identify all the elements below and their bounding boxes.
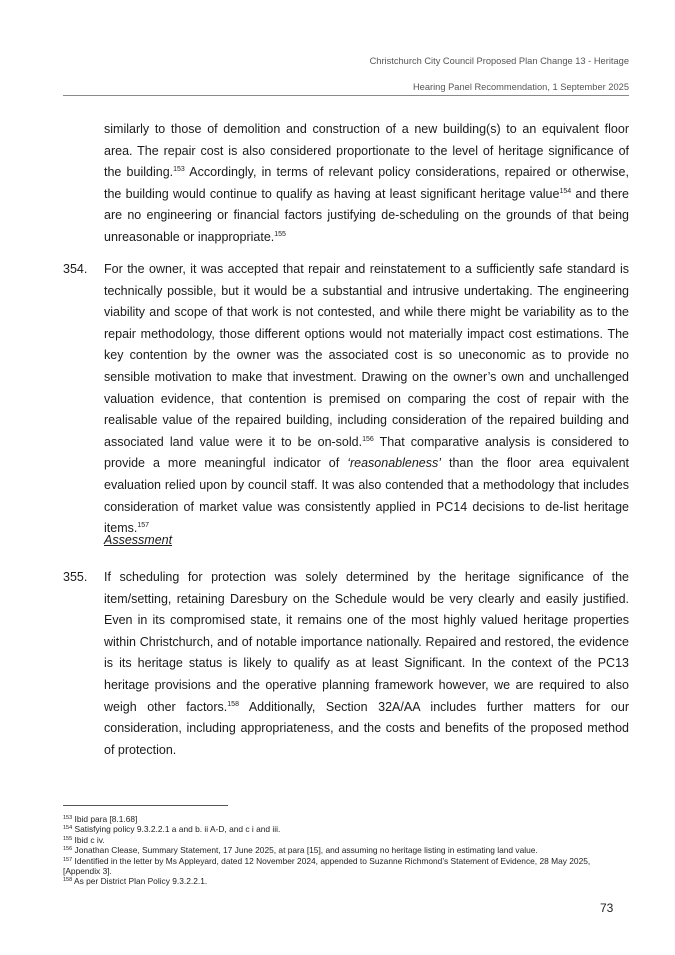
header-title: Christchurch City Council Proposed Plan Change 13 - Heritage (369, 56, 629, 66)
text: than the floor area equivalent evaluation relied upon by council staff. It was also contended that a methodology that includes consideration of market value was consistently applied in PC14 decisions to de-list heritage items. (104, 456, 629, 536)
page-number: 73 (600, 901, 614, 915)
header-subtitle: Hearing Panel Recommendation, 1 September 2025 (412, 82, 629, 92)
text: For the owner, it was accepted that repair and reinstatement to a sufficiently safe standard is technically possible, but it would be a substantial and intrusive undertaking. The engineering viability and scope of that work is not contested, and while there might be variability as to the repair methodology, those different options would not materially impact cost estimations. The key contention by the owner was the associated cost is so uneconomic as to provide no sensible motivation to make that investment. Drawing on the owner’s own and unchallenged valuation evidence, that contention is premised on comparing the cost of repair with the realisable value of the repaired building, including consideration of the repaired building and associated land value were it to be on-sold. (104, 262, 629, 449)
header-rule (63, 95, 629, 96)
text: similarly to those of demolition and construction of a new building(s) to an equivalent floor area. The repair cost is also considered proportionate to the level of heritage significance of the building. (104, 122, 629, 180)
footnote-number: 157 (63, 856, 73, 863)
footnote-text: Ibid para [8.1.68] (72, 814, 138, 824)
footnote-number: 154 (63, 825, 73, 832)
footnote-158 (63, 876, 623, 886)
footnote-ref[interactable]: 155 (274, 230, 286, 238)
footnote-number: 156 (63, 846, 73, 853)
footnote-number: 155 (63, 835, 73, 842)
footnote-154 (63, 824, 623, 834)
footnote-ref[interactable]: 158 (227, 700, 239, 708)
footnote-157 (63, 856, 623, 877)
footnote-156 (63, 845, 623, 855)
footnote-text: Ibid c iv. (72, 834, 105, 845)
text: Accordingly, in terms of relevant policy considerations, repaired or otherwise, the building would continue to qualify as having at least significant heritage value (104, 165, 629, 201)
footnote-separator (63, 805, 228, 806)
text: Additionally, Section 32A/AA includes further matters for our consideration, including appropriateness, and the costs and benefits of the proposed method of protection. (104, 699, 629, 757)
paragraph-354 (63, 259, 629, 540)
paragraph-number: 355. (63, 570, 88, 584)
footnote-text: As per District Plan Policy 9.3.2.2.1. (72, 876, 208, 887)
paragraph-continued (104, 119, 629, 249)
footnote-number: 153 (63, 815, 73, 821)
section-subheading: Assessment (104, 533, 173, 547)
footnote-ref[interactable]: 154 (559, 187, 572, 195)
footnote-text: Satisfying policy 9.3.2.2.1 a and b. ii A-D, and c i and iii. (72, 824, 281, 835)
footnote-ref[interactable]: 153 (173, 166, 185, 174)
footnotes (63, 814, 623, 887)
emphasis-text: ‘reasonableness’ (347, 456, 442, 471)
footnote-ref[interactable]: 156 (362, 435, 374, 443)
footnote-155 (63, 835, 623, 845)
footnote-text: Identified in the letter by Ms Appleyard, dated 12 November 2024, appended to Suzanne Richmond’s Statement of Evidence, 28 May 2025, [Appendix 3]. (63, 855, 591, 877)
paragraph-355 (63, 567, 629, 761)
text: and there are no engineering or financial factors justifying de-scheduling on the grounds of that being unreasonable or inappropriate. (104, 186, 630, 244)
footnote-text: Jonathan Clease, Summary Statement, 17 June 2025, at para [15], and assuming no heritage listing in estimating land value. (72, 845, 538, 856)
page-header (63, 52, 629, 96)
footnote-153 (63, 814, 623, 824)
paragraph-number: 354. (63, 262, 88, 276)
footnote-ref[interactable]: 157 (137, 522, 150, 530)
text: That comparative analysis is considered to provide a more meaningful indicator of (104, 434, 629, 471)
footnote-number: 158 (63, 877, 73, 884)
text: If scheduling for protection was solely determined by the heritage significance of the item/setting, retaining Daresbury on the Schedule would be very clearly and easily justified. Even in its compromised state, it remains one of the most highly valued heritage properties within Christchurch, and of notable importance nationally. Repaired and restored, the evidence is its heritage status is likely to qualify as at least Significant. In the context of the PC13 heritage provisions and the operative planning framework however, we are required to also weigh other factors. (104, 570, 629, 714)
